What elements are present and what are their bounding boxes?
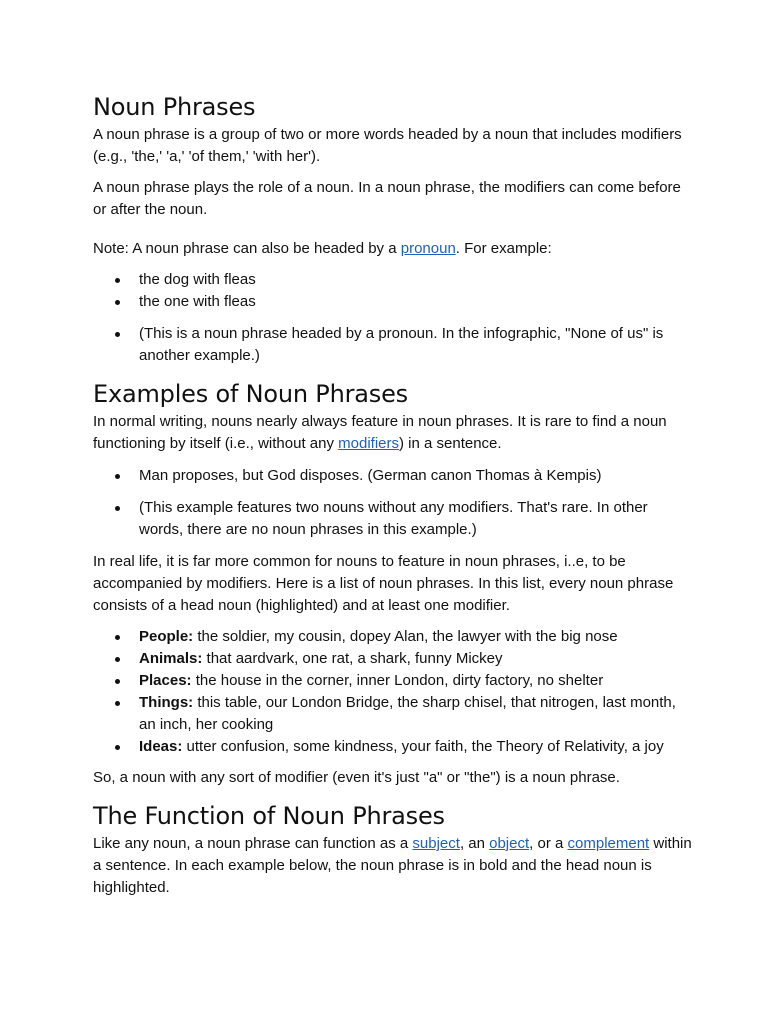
example-list <box>93 465 693 541</box>
list-item <box>93 497 693 541</box>
list-item <box>93 465 693 487</box>
section-heading-noun-phrases: Noun Phrases <box>93 93 256 121</box>
paragraph-text: within a sentence. In each example below, the noun phrase is in bold and the head noun is highlighted. <box>93 835 692 896</box>
category-item-people <box>93 626 693 648</box>
list-item-text: (This example features two nouns without any modifiers. That's rare. In other words, there are no noun phrases in this example.) <box>139 499 648 538</box>
list-item <box>93 323 693 367</box>
note-paragraph <box>93 238 693 260</box>
bullet-icon <box>115 332 120 337</box>
paragraph-text: ) in a sentence. <box>399 435 502 452</box>
category-item-ideas <box>93 736 693 758</box>
category-label: Animals: <box>139 650 203 667</box>
note-text: Note: A noun phrase can also be headed by a <box>93 240 401 257</box>
list-item <box>93 269 693 291</box>
category-label: People: <box>139 628 194 645</box>
category-text: the house in the corner, inner London, dirty factory, no shelter <box>191 672 604 689</box>
section-heading-function: The Function of Noun Phrases <box>93 802 445 830</box>
list-item-text: the one with fleas <box>139 293 256 310</box>
list-item <box>93 291 693 313</box>
paragraph-text: , or a <box>529 835 568 852</box>
paragraph <box>93 833 693 899</box>
category-label: Places: <box>139 672 192 689</box>
bullet-icon <box>115 506 120 511</box>
section-heading-examples: Examples of Noun Phrases <box>93 380 408 408</box>
bullet-icon <box>115 745 120 750</box>
paragraph: So, a noun with any sort of modifier (even it's just "a" or "the") is a noun phrase. <box>93 769 620 786</box>
bullet-icon <box>115 701 120 706</box>
bullet-icon <box>115 474 120 479</box>
category-text: utter confusion, some kindness, your faith, the Theory of Relativity, a joy <box>182 738 664 755</box>
paragraph-text: , an <box>459 835 490 852</box>
bullet-icon <box>115 657 120 662</box>
paragraph-text: Like any noun, a noun phrase can function as a <box>93 835 413 852</box>
category-label: Ideas: <box>139 738 183 755</box>
bullet-icon <box>115 300 120 305</box>
example-list <box>93 269 693 367</box>
category-text: the soldier, my cousin, dopey Alan, the lawyer with the big nose <box>193 628 618 645</box>
bullet-icon <box>115 278 120 283</box>
paragraph <box>93 411 693 455</box>
category-item-animals <box>93 648 693 670</box>
note-text: . For example: <box>455 240 552 257</box>
subject-link[interactable]: subject <box>412 835 460 852</box>
category-item-places <box>93 670 693 692</box>
list-item-text: Man proposes, but God disposes. (German canon Thomas à Kempis) <box>139 467 602 484</box>
paragraph: A noun phrase plays the role of a noun. In a noun phrase, the modifiers can come before or after the noun. <box>93 179 681 218</box>
category-list <box>93 626 693 758</box>
category-label: Things: <box>139 694 194 711</box>
pronoun-link[interactable]: pronoun <box>400 240 456 257</box>
category-text: this table, our London Bridge, the sharp chisel, that nitrogen, last month, an inch, her cooking <box>139 694 676 733</box>
paragraph-text: In normal writing, nouns nearly always feature in noun phrases. It is rare to find a noun functioning by itself (i.e., without any <box>93 413 667 452</box>
paragraph: In real life, it is far more common for nouns to feature in noun phrases, i..e, to be accompanied by modifiers. Here is a list of noun phrases. In this list, every noun phrase consists of a head noun (highlighted) and at least one modifier. <box>93 553 674 614</box>
category-item-things <box>93 692 693 736</box>
document-content <box>93 0 693 899</box>
modifiers-link[interactable]: modifiers <box>338 435 399 452</box>
list-item-text: (This is a noun phrase headed by a pronoun. In the infographic, "None of us" is another example.) <box>139 325 664 364</box>
bullet-icon <box>115 679 120 684</box>
bullet-icon <box>115 635 120 640</box>
category-text: that aardvark, one rat, a shark, funny Mickey <box>202 650 503 667</box>
object-link[interactable]: object <box>489 835 530 852</box>
complement-link[interactable]: complement <box>567 835 650 852</box>
list-item-text: the dog with fleas <box>139 271 256 288</box>
paragraph: A noun phrase is a group of two or more words headed by a noun that includes modifiers (e.g., 'the,' 'a,' 'of them,' 'with her'). <box>93 126 682 165</box>
